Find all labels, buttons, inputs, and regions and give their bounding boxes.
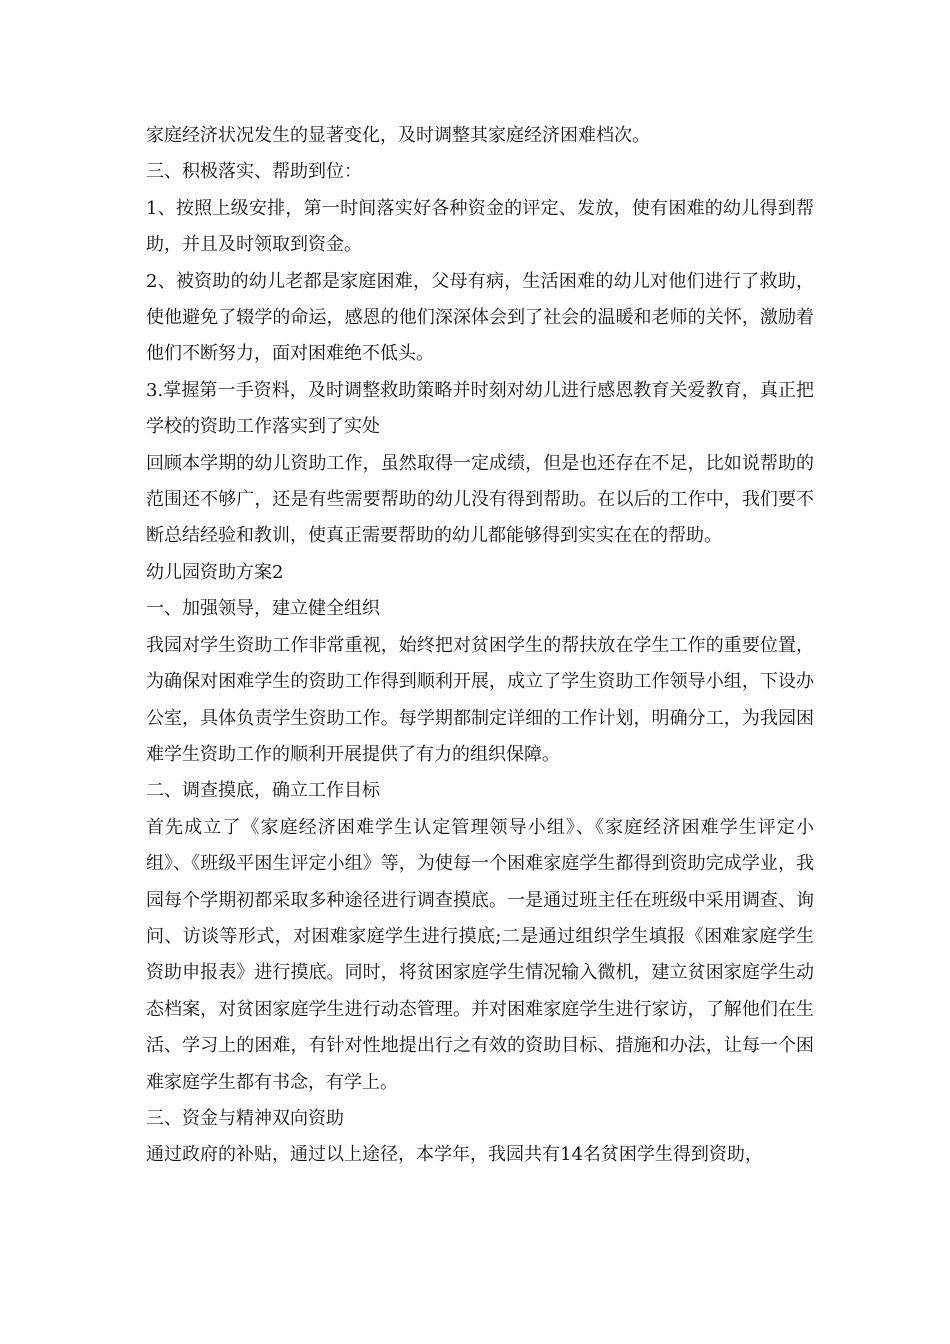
body-paragraph: 首先成立了《家庭经济困难学生认定管理领导小组》、《家庭经济困难学生评定小组》、《班级平困生评定小组》等，为使每一个困难家庭学生都得到资助完成学业，我园每个学期初都采取多种途径进行调查摸底。一是通过班主任在班级中采用调查、询问、访谈等形式，对困难家庭学生进行摸底;二是通过组织学生填报《困难家庭学生资助申报表》进行摸底。同时，将贫困家庭学生情况输入微机，建立贫困家庭学生动态档案，对贫困家庭学生进行动态管理。并对困难家庭学生进行家访，了解他们在生活、学习上的困难，有针对性地提出行之有效的资助目标、措施和办法，让每一个困难家庭学生都有书念，有学上。: [146, 816, 814, 1093]
summary-paragraph: 回顾本学期的幼儿资助工作，虽然取得一定成绩，但是也还存在不足，比如说帮助的范围还不够广，还是有些需要帮助的幼儿没有得到帮助。在以后的工作中，我们要不断总结经验和教训，使真正需要帮助的幼儿都能够得到实实在在的帮助。: [146, 452, 814, 547]
section-heading-3: 三、积极落实、帮助到位：: [146, 161, 362, 183]
section-heading-1: 一、加强领导，建立健全组织: [146, 598, 380, 620]
body-paragraph: 通过政府的补贴，通过以上途径，本学年，我园共有14名贫困学生得到资助，: [146, 1144, 763, 1166]
section-heading-3b: 三、资金与精神双向资助: [146, 1107, 344, 1129]
section-heading-2: 二、调查摸底，确立工作目标: [146, 780, 380, 802]
paragraph-continuation: 家庭经济状况发生的显著变化，及时调整其家庭经济困难档次。: [146, 125, 650, 146]
list-item-1: 1、按照上级安排，第一时间落实好各种资金的评定、发放，使有困难的幼儿得到帮助，并且及时领取到资金。: [146, 197, 814, 256]
document-subtitle: 幼儿园资助方案2: [146, 561, 284, 583]
list-item-3: 3.掌握第一手资料，及时调整救助策略并时刻对幼儿进行感恩教育关爱教育，真正把学校的资助工作落实到了实处: [146, 379, 814, 438]
list-item-2: 2、被资助的幼儿老都是家庭困难，父母有病，生活困难的幼儿对他们进行了救助，使他避免了辍学的命运，感恩的他们深深体会到了社会的温暖和老师的关怀，激励着他们不断努力，面对困难绝不低头。: [146, 270, 814, 365]
document-body: [146, 118, 814, 1174]
body-paragraph: 我园对学生资助工作非常重视，始终把对贫困学生的帮扶放在学生工作的重要位置，为确保对困难学生的资助工作得到顺利开展，成立了学生资助工作领导小组，下设办公室，具体负责学生资助工作。每学期都制定详细的工作计划，明确分工，为我园困难学生资助工作的顺利开展提供了有力的组织保障。: [146, 634, 814, 765]
